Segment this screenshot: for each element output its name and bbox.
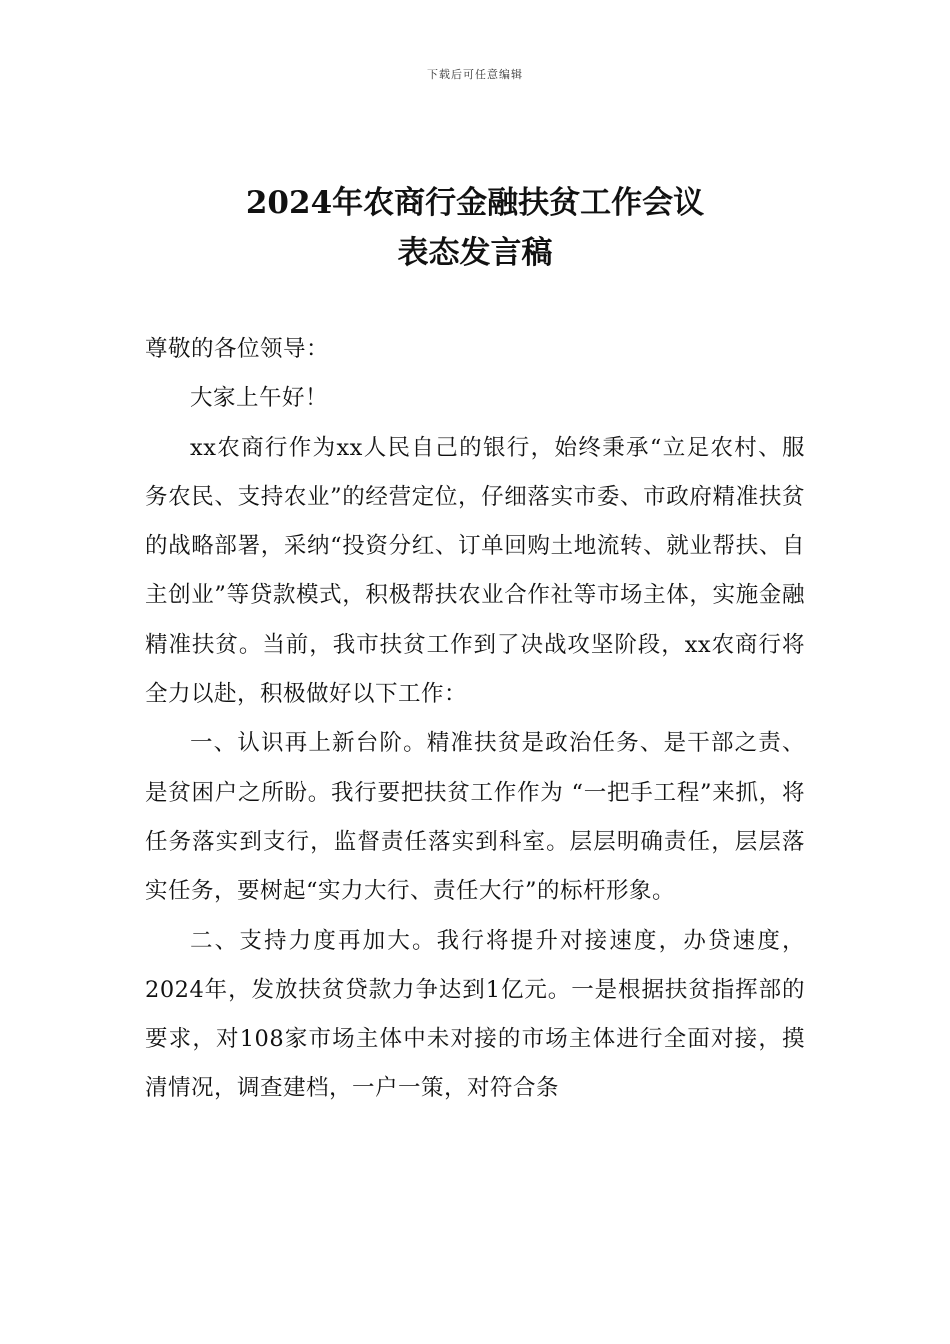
title-line-1: 2024年农商行金融扶贫工作会议 xyxy=(245,185,705,221)
paragraph-section-1: 一、认识再上新台阶。精准扶贫是政治任务、是干部之责、是贫困户之所盼。我行要把扶贫工作作为 “一把手工程”来抓，将任务落实到支行，监督责任落实到科室。层层明确责任，层层落实任务，要树起“实力大行、责任大行”的标杆形象。 xyxy=(145,730,805,905)
paragraph-section-2: 二、支持力度再加大。我行将提升对接速度，办贷速度，2024年，发放扶贫贷款力争达到1亿元。一是根据扶贫指挥部的要求，对108家市场主体中未对接的市场主体进行全面对接，摸清情况，调查建档，一户一策，对符合条 xyxy=(145,927,805,1102)
document-body xyxy=(145,325,805,1114)
page-title xyxy=(0,178,950,278)
greeting: 大家上午好！ xyxy=(190,385,329,412)
salutation: 尊敬的各位领导： xyxy=(145,336,330,362)
title-line-2: 表态发言稿 xyxy=(397,235,553,271)
paragraph-intro: xx农商行作为xx人民自己的银行，始终秉承“立足农村、服务农民、支持农业”的经营定位，仔细落实市委、市政府精准扶贫的战略部署，采纳“投资分红、订单回购土地流转、就业帮扶、自主创业”等贷款模式，积极帮扶农业合作社等市场主体，实施金融精准扶贫。当前，我市扶贫工作到了决战攻坚阶段，xx农商行将全力以赴，积极做好以下工作： xyxy=(145,434,805,708)
header-note: 下载后可任意编辑 xyxy=(427,68,523,81)
